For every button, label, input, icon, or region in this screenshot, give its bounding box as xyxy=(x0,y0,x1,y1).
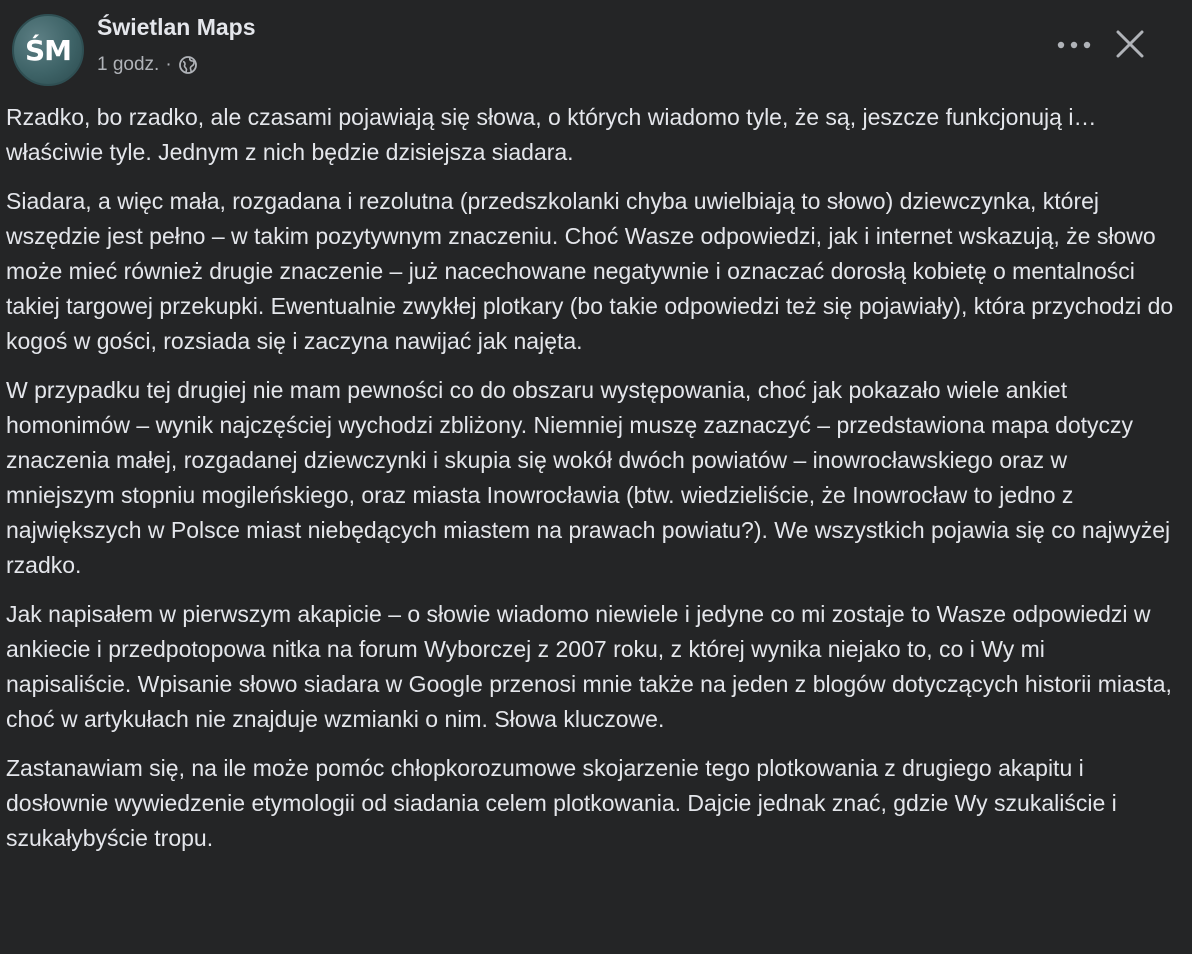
globe-icon xyxy=(178,55,198,75)
post-paragraph-5: Zastanawiam się, na ile może pomóc chłopkorozumowe skojarzenie tego plotkowania z drugiego akapitu i dosłownie wywiedzenie etymologii od siadania celem plotkowania. Dajcie jednak znać, gdzie Wy szukaliście i szukałybyście tropu. xyxy=(6,755,1117,851)
post-paragraph-4: Jak napisałem w pierwszym akapicie – o słowie wiadomo niewiele i jedyne co mi zostaje to Wasze odpowiedzi w ankiecie i przedpotopowa nitka na forum Wyborczej z 2007 roku, z której wynika niejako to, co i Wy mi napisaliście. Wpisanie słowo siadara w Google przenosi mnie także na jeden z blogów dotyczących historii miasta, choć w artykułach nie znajduje wzmianki o nim. Słowa kluczowe. xyxy=(6,601,1172,732)
close-icon xyxy=(1115,29,1145,64)
post-body xyxy=(6,100,1176,856)
post-timestamp[interactable]: 1 godz. xyxy=(97,54,160,75)
more-options-button[interactable] xyxy=(1052,26,1096,66)
close-button[interactable] xyxy=(1108,24,1152,68)
author-name[interactable]: Świetlan Maps xyxy=(97,14,256,40)
post-paragraph-3: W przypadku tej drugiej nie mam pewności co do obszaru występowania, choć jak pokazało wiele ankiet homonimów – wynik najczęściej wychodzi zbliżony. Niemniej muszę zaznaczyć – przedstawiona mapa dotyczy znaczenia małej, rozgadanej dziewczynki i skupia się wokół dwóch powiatów – inowrocławskiego oraz w mniejszym stopniu mogileńskiego, oraz miasta Inowrocławia (btw. wiedzieliście, że Inowrocław to jedno z największych w Polsce miast niebędących miastem na prawach powiatu?). We wszystkich pojawia się co najwyżej rzadko. xyxy=(6,377,1171,578)
avatar[interactable] xyxy=(12,14,84,86)
post-paragraph-1: Rzadko, bo rzadko, ale czasami pojawiają się słowa, o których wiadomo tyle, że są, jeszcze funkcjonują i… właściwie tyle. Jednym z nich będzie dzisiejsza siadara. xyxy=(6,104,1097,165)
post-meta xyxy=(97,54,198,76)
avatar-initials: ŚM xyxy=(24,33,72,67)
more-horizontal-icon xyxy=(1056,37,1092,55)
post-header xyxy=(6,0,1170,100)
meta-separator: · xyxy=(165,54,172,75)
post-paragraph-2: Siadara, a więc mała, rozgadana i rezolutna (przedszkolanki chyba uwielbiają to słowo) dziewczynka, której wszędzie jest pełno – w takim pozytywnym znaczeniu. Choć Wasze odpowiedzi, jak i internet wskazują, że słowo może mieć również drugie znaczenie – już nacechowane negatywnie i oznaczać dorosłą kobietę o mentalności takiej targowej przekupki. Ewentualnie zwykłej plotkary (bo takie odpowiedzi też się pojawiały), która przychodzi do kogoś w gości, rozsiada się i zaczyna nawijać jak najęta. xyxy=(6,188,1174,354)
